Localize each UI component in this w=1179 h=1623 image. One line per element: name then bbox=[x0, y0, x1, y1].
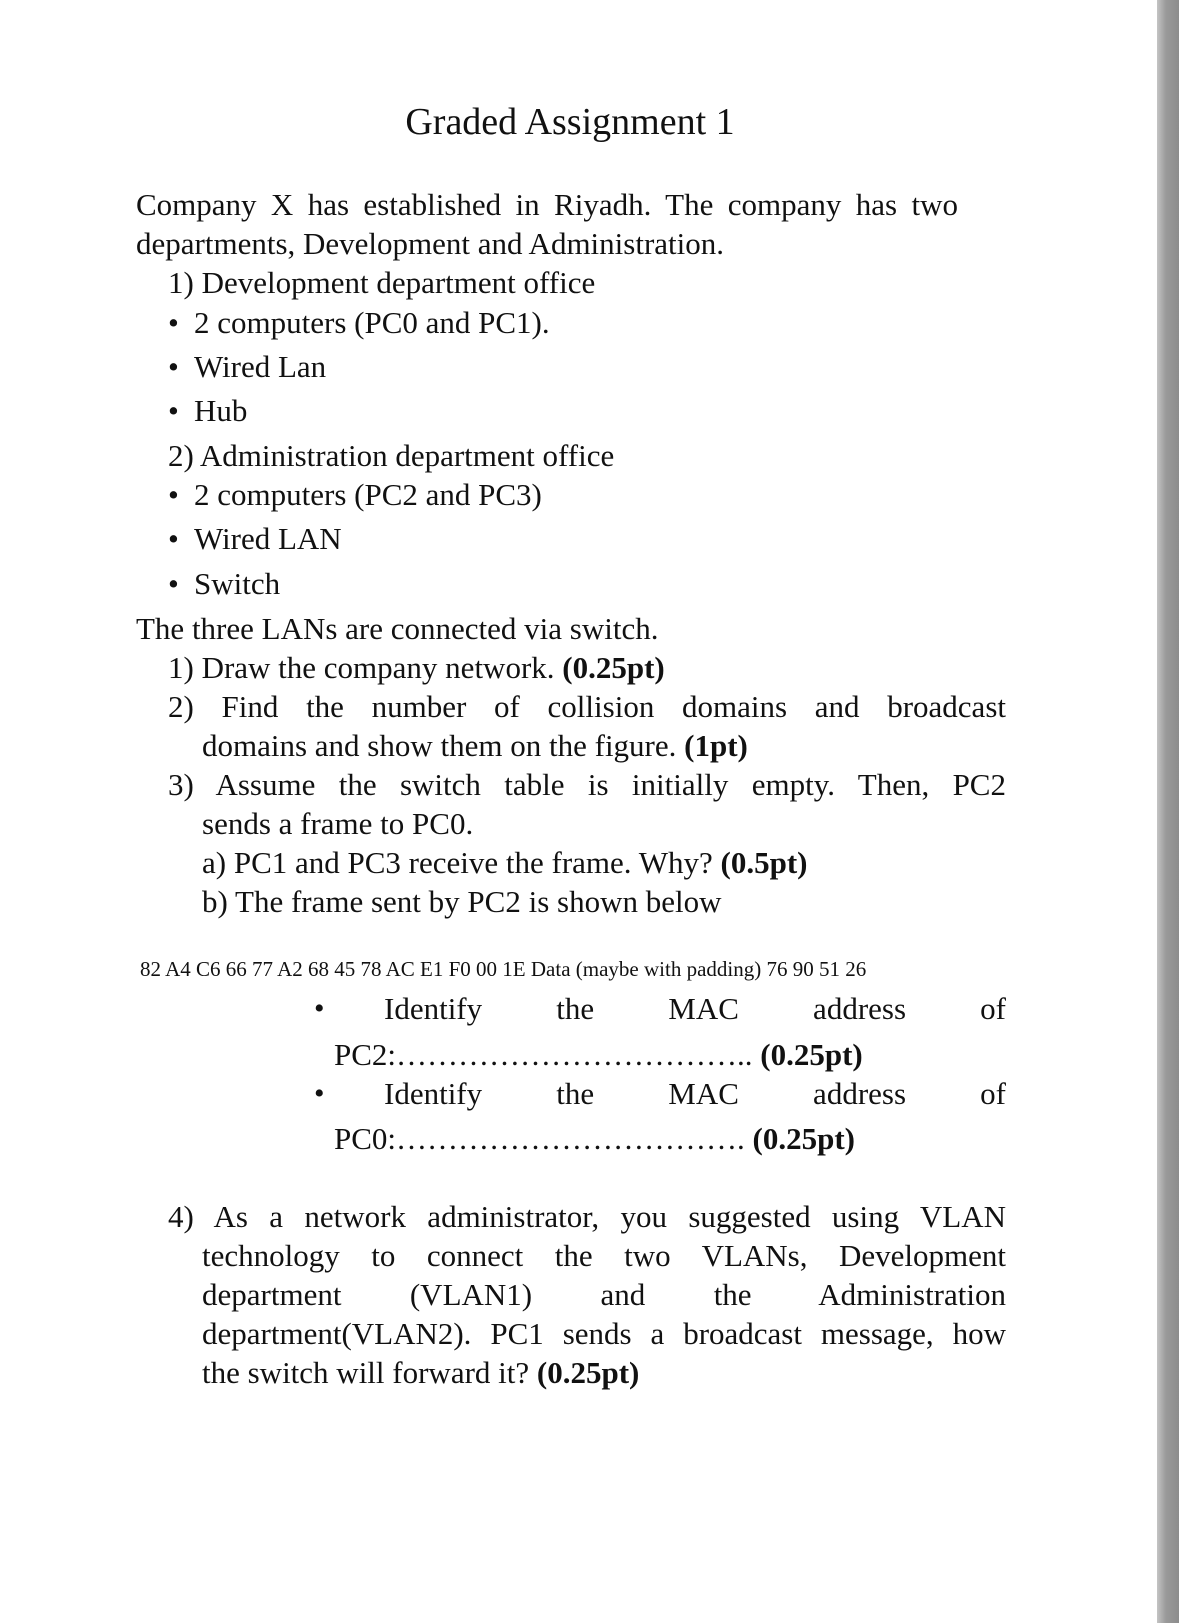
points-label: (0.25pt) bbox=[744, 1121, 855, 1156]
dept-heading-administration: 2) Administration department office bbox=[168, 438, 615, 473]
bullet: • bbox=[168, 393, 179, 428]
question-2-line-1: 2) Find the number of collision domains and broadcast bbox=[168, 689, 1006, 724]
dept-heading-development: 1) Development department office bbox=[168, 265, 596, 300]
list-item: • Switch bbox=[168, 566, 281, 601]
bullet: • bbox=[168, 349, 179, 384]
list-item: • 2 computers (PC0 and PC1). bbox=[168, 305, 550, 340]
mac-item-1-line-1: Identify the MAC address of bbox=[384, 991, 1006, 1026]
list-item: • Hub bbox=[168, 393, 248, 428]
question-2-line-2: domains and show them on the figure. (1pt) bbox=[202, 728, 748, 763]
mac-item-2-line-1: Identify the MAC address of bbox=[384, 1076, 1006, 1111]
list-item: • 2 computers (PC2 and PC3) bbox=[168, 477, 542, 512]
question-3b: b) The frame sent by PC2 is shown below bbox=[202, 884, 722, 919]
bullet: • bbox=[168, 566, 179, 601]
points-label: (0.25pt) bbox=[536, 1355, 640, 1390]
page-title: Graded Assignment 1 bbox=[405, 101, 735, 143]
bullet: • bbox=[168, 521, 179, 556]
scrollbar[interactable] bbox=[1157, 0, 1179, 1623]
bullet: • bbox=[314, 1077, 325, 1110]
points-label: (1pt) bbox=[684, 728, 748, 763]
bullet: • bbox=[168, 305, 179, 340]
question-4-line-3: department (VLAN1) and the Administration bbox=[202, 1277, 1006, 1312]
question-4-line-1: 4) As a network administrator, you suggested using VLAN bbox=[168, 1199, 1006, 1234]
intro-line-2: departments, Development and Administration. bbox=[136, 226, 725, 261]
question-4-line-4: department(VLAN2). PC1 sends a broadcast message, how bbox=[202, 1316, 1006, 1351]
list-item: • Wired LAN bbox=[168, 521, 342, 556]
bullet: • bbox=[168, 477, 179, 512]
question-3-line-1: 3) Assume the switch table is initially empty. Then, PC2 bbox=[168, 767, 1006, 802]
connection-text: The three LANs are connected via switch. bbox=[136, 611, 659, 646]
question-4-line-5: the switch will forward it? (0.25pt) bbox=[202, 1355, 640, 1390]
question-3-line-2: sends a frame to PC0. bbox=[202, 806, 474, 841]
question-3a: a) PC1 and PC3 receive the frame. Why? (0.5pt) bbox=[202, 845, 808, 880]
bullet: • bbox=[314, 992, 325, 1025]
points-label: (0.25pt) bbox=[562, 650, 665, 685]
frame-bytes: 82 A4 C6 66 77 A2 68 45 78 AC E1 F0 00 1E Data (maybe with padding) 76 90 51 26 bbox=[140, 957, 867, 981]
mac-item-1-line-2: PC2:…………………………….. (0.25pt) bbox=[334, 1037, 863, 1072]
mac-item-2-line-2: PC0:……………………………. (0.25pt) bbox=[334, 1121, 855, 1156]
question-1: 1) Draw the company network. (0.25pt) bbox=[168, 650, 665, 685]
points-label: (0.5pt) bbox=[720, 845, 808, 880]
intro-line-1: Company X has established in Riyadh. The company has two bbox=[136, 187, 958, 222]
list-item: • Wired Lan bbox=[168, 349, 327, 384]
question-4-line-2: technology to connect the two VLANs, Development bbox=[202, 1238, 1006, 1273]
points-label: (0.25pt) bbox=[752, 1037, 863, 1072]
